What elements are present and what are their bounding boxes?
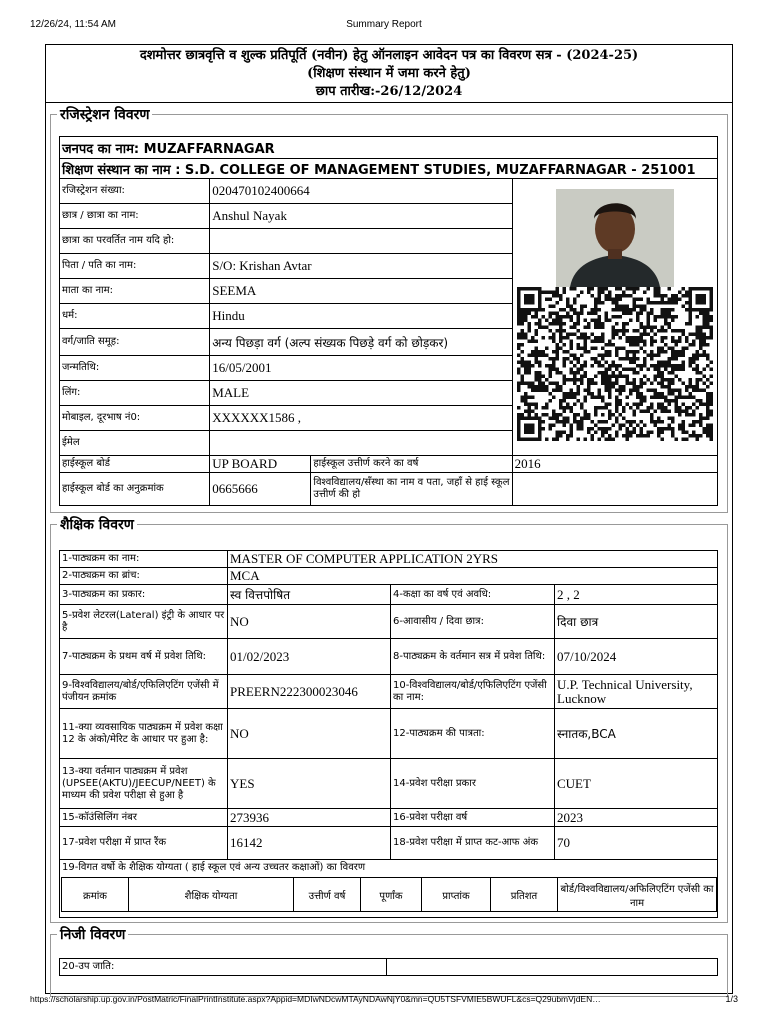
academic-legend: शैक्षिक विवरण: [60, 517, 134, 533]
course-type-value: स्व वित्तपोषित: [228, 585, 391, 605]
subcaste-label: 20-उप जाति:: [60, 959, 387, 976]
mobile-value: XXXXXX1586 ,: [210, 406, 512, 431]
email-value: [210, 431, 512, 456]
univ-reg-no-label: 9-विश्वविद्यालय/बोर्ड/एफिलिएटिंग एजेंसी में पंजीयन क्रमांक: [60, 675, 228, 709]
report-title: [46, 45, 732, 103]
entrance-admission-value: YES: [228, 759, 391, 809]
mother-name-value: SEEMA: [210, 279, 512, 304]
hs-board-value: UP BOARD: [210, 456, 311, 473]
dob-value: 16/05/2001: [210, 356, 512, 381]
counselling-no-value: 273936: [228, 809, 391, 827]
photo-qr-cell: [512, 179, 717, 456]
religion-label: धर्म:: [60, 304, 210, 329]
category-label: वर्ग/जाति समूह:: [60, 329, 210, 356]
personal-section: [50, 925, 728, 997]
day-scholar-value: दिवा छात्र: [555, 605, 718, 639]
merit-admission-label: 11-क्या व्यवसायिक पाठ्यक्रम में प्रवेश कक्षा 12 के अंको/मेरिट के आधार पर हुआ है:: [60, 709, 228, 759]
institute-name: शिक्षण संस्थान का नाम : S.D. COLLEGE OF MANAGEMENT STUDIES, MUZAFFARNAGAR - 251001: [60, 159, 718, 179]
hs-year-label: हाईस्कूल उत्तीर्ण करने का वर्ष: [311, 456, 512, 473]
hs-univ-label: विश्वविद्यालय/सँस्था का नाम व पता, जहाँ से हाई स्कूल उत्तीर्ण की हो: [311, 473, 512, 506]
merit-admission-value: NO: [228, 709, 391, 759]
registration-section: [50, 105, 728, 513]
print-page-title: Summary Report: [346, 19, 422, 30]
page-number: 1/3: [725, 994, 738, 1004]
prev-edu-table: [61, 877, 717, 912]
lateral-entry-value: NO: [228, 605, 391, 639]
reg-no-label: रजिस्ट्रेशन संख्या:: [60, 179, 210, 204]
univ-name-label: 10-विश्वविद्यालय/बोर्ड/एफिलिएटिंग एजेंसी का नाम:: [391, 675, 555, 709]
rank-value: 16142: [228, 827, 391, 860]
cutoff-label: 18-प्रवेश परीक्षा में प्राप्त कट-आफ अंक: [391, 827, 555, 860]
entrance-admission-label: 13-क्या वर्तमान पाठ्यक्रम में प्रवेश (UPSEE(AKTU)/JEECUP/NEET) के माध्यम की प्रवेश परीक्षा से हुआ है: [60, 759, 228, 809]
registration-table: [59, 136, 718, 506]
class-year-label: 4-कक्षा का वर्ष एवं अवधि:: [391, 585, 555, 605]
title-line-1: दशमोत्तर छात्रवृत्ति व शुल्क प्रतिपूर्ति (नवीन) हेतु ऑनलाइन आवेदन पत्र का विवरण सत्र - (2024-25): [139, 48, 639, 63]
current-admission-value: 07/10/2024: [555, 639, 718, 675]
prev-edu-cell: [60, 860, 718, 918]
prev-edu-header-percent: प्रतिशत: [491, 878, 558, 912]
student-photo: [556, 189, 674, 287]
student-name-value: Anshul Nayak: [210, 204, 512, 229]
mother-name-label: माता का नाम:: [60, 279, 210, 304]
hs-univ-value: [512, 473, 717, 506]
prev-edu-caption: 19-विगत वर्षो के शैक्षिक योग्यता ( हाई स्कूल एवं अन्य उच्चतर कक्षाओं) का विवरण: [62, 862, 366, 873]
category-value: अन्य पिछड़ा वर्ग (अल्प संख्यक पिछड़े वर्ग को छोड़कर): [210, 329, 512, 356]
changed-name-value: [210, 229, 512, 254]
district-name: जनपद का नाम: MUZAFFARNAGAR: [60, 137, 718, 159]
title-line-2: (शिक्षण संस्थान में जमा करने हेतु): [307, 66, 471, 81]
branch-value: MCA: [228, 568, 718, 585]
prev-edu-header-year: उत्तीर्ण वर्ष: [294, 878, 361, 912]
course-name-value: MASTER OF COMPUTER APPLICATION 2YRS: [228, 551, 718, 568]
eligibility-value: स्नातक,BCA: [555, 709, 718, 759]
hs-roll-label: हाईस्कूल बोर्ड का अनुक्रमांक: [60, 473, 210, 506]
hs-board-label: हाईस्कूल बोर्ड: [60, 456, 210, 473]
prev-edu-header-max-marks: पूर्णांक: [361, 878, 422, 912]
registration-legend: रजिस्ट्रेशन विवरण: [60, 107, 150, 123]
exam-year-value: 2023: [555, 809, 718, 827]
exam-type-label: 14-प्रवेश परीक्षा प्रकार: [391, 759, 555, 809]
branch-label: 2-पाठ्यक्रम का ब्रांच:: [60, 568, 228, 585]
personal-table: [59, 958, 718, 976]
lateral-entry-label: 5-प्रवेश लेटरल(Lateral) इंट्री के आधार पर है: [60, 605, 228, 639]
course-name-label: 1-पाठ्यक्रम का नाम:: [60, 551, 228, 568]
dob-label: जन्मतिथि:: [60, 356, 210, 381]
mobile-label: मोबाइल, दूरभाष नं0:: [60, 406, 210, 431]
academic-section: [50, 515, 728, 923]
course-type-label: 3-पाठ्यक्रम का प्रकार:: [60, 585, 228, 605]
print-date: 12/26/24, 11:54 AM: [30, 19, 116, 30]
counselling-no-label: 15-कॉउंसिलिंग नंबर: [60, 809, 228, 827]
title-line-3: छाप तारीख:-26/12/2024: [315, 84, 463, 99]
father-name-label: पिता / पति का नाम:: [60, 254, 210, 279]
day-scholar-label: 6-आवासीय / दिवा छात्र:: [391, 605, 555, 639]
report-frame: [45, 44, 733, 994]
email-label: ईमेल: [60, 431, 210, 456]
prev-edu-header-qualification: शैक्षिक योग्यता: [129, 878, 294, 912]
exam-year-label: 16-प्रवेश परीक्षा वर्ष: [391, 809, 555, 827]
current-admission-label: 8-पाठ्यक्रम के वर्तमान सत्र में प्रवेश तिथि:: [391, 639, 555, 675]
rank-label: 17-प्रवेश परीक्षा में प्राप्त रैंक: [60, 827, 228, 860]
hs-year-value: 2016: [512, 456, 717, 473]
academic-table: [59, 550, 718, 918]
gender-value: MALE: [210, 381, 512, 406]
page-url: https://scholarship.up.gov.in/PostMatric/FinalPrintInstitute.aspx?Appid=MDIwNDcwMTAyNDAwNjY0&mn=QU5TSFVMIE5BWUFL&cs=Q29ubmVjdEN…: [30, 994, 601, 1004]
reg-no-value: 020470102400664: [210, 179, 512, 204]
qr-code: [517, 287, 713, 441]
prev-edu-header-board: बोर्ड/विश्वविद्यालय/अफिलिएटिंग एजेंसी का नाम: [558, 878, 717, 912]
father-name-value: S/O: Krishan Avtar: [210, 254, 512, 279]
student-name-label: छात्र / छात्रा का नाम:: [60, 204, 210, 229]
first-admission-value: 01/02/2023: [228, 639, 391, 675]
univ-name-value: U.P. Technical University, Lucknow: [555, 675, 718, 709]
prev-edu-header-sno: क्रमांक: [62, 878, 129, 912]
exam-type-value: CUET: [555, 759, 718, 809]
first-admission-label: 7-पाठ्यक्रम के प्रथम वर्ष में प्रवेश तिथि:: [60, 639, 228, 675]
class-year-value: 2 , 2: [555, 585, 718, 605]
personal-legend: निजी विवरण: [60, 927, 126, 943]
religion-value: Hindu: [210, 304, 512, 329]
changed-name-label: छात्रा का परवर्तित नाम यदि हो:: [60, 229, 210, 254]
prev-edu-header-obtained: प्राप्तांक: [422, 878, 491, 912]
subcaste-value: [387, 959, 718, 976]
hs-roll-value: 0665666: [210, 473, 311, 506]
cutoff-value: 70: [555, 827, 718, 860]
eligibility-label: 12-पाठ्यक्रम की पात्रता:: [391, 709, 555, 759]
univ-reg-no-value: PREERN222300023046: [228, 675, 391, 709]
gender-label: लिंग:: [60, 381, 210, 406]
